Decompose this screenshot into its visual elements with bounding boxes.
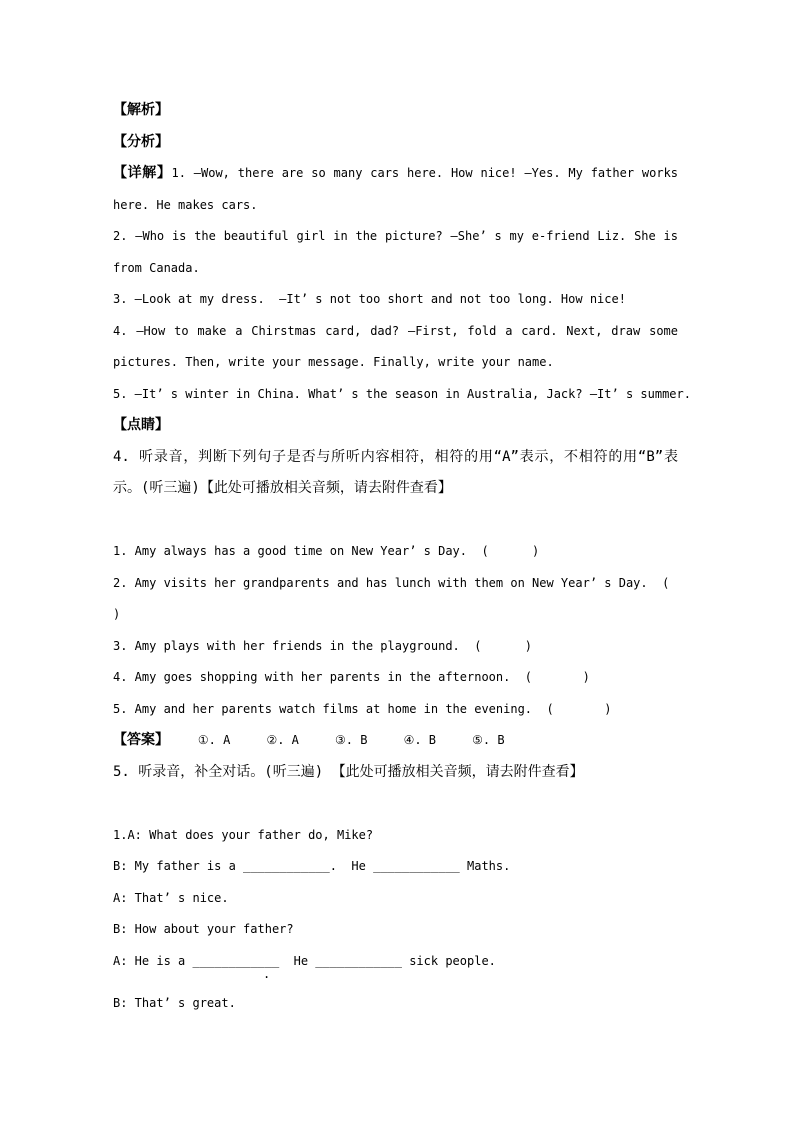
- listening4-instruction: 示。(听三遍)【此处可播放相关音频，请去附件查看】: [113, 480, 452, 496]
- explanation-line: here. He makes cars.: [113, 197, 258, 212]
- stray-period: .: [263, 967, 271, 981]
- listening4-item: 2. Amy visits her grandparents and has lunch with them on New Year’ s Day. (: [113, 575, 670, 590]
- dialogue-line: A: He is a ____________ He ____________ sick people.: [113, 953, 496, 968]
- listening4-item: 1. Amy always has a good time on New Year’ s Day. ( ): [113, 544, 540, 558]
- explanation-text: 1. —Wow, there are so many cars here. How nice! —Yes. My father works: [171, 166, 678, 180]
- section-label-jiexi: [113, 95, 678, 127]
- section-label-fenxi: [113, 127, 678, 159]
- jiexi-label: 【解析】: [113, 102, 169, 118]
- explanation-line: from Canada.: [113, 260, 200, 275]
- dialogue-line: 1.A: What does your father do, Mike?: [113, 827, 374, 842]
- listening4-item: 4. Amy goes shopping with her parents in the afternoon. ( ): [113, 670, 590, 684]
- dianjing-label: 【点睛】: [113, 417, 169, 433]
- dialogue-line: B: How about your father?: [113, 922, 294, 936]
- document-content: [113, 95, 691, 1019]
- explanation-line: pictures. Then, write your message. Finally, write your name.: [113, 355, 554, 369]
- blank-line: [113, 788, 678, 820]
- listening4-item: ): [113, 607, 121, 621]
- blank-line: [113, 505, 678, 537]
- fenxi-label: 【分析】: [113, 133, 169, 150]
- listening4-instruction: 4. 听录音，判断下列句子是否与所听内容相符，相符的用“A”表示，不相符的用“B”表: [113, 448, 678, 465]
- dialogue-line: B: My father is a ____________. He ____________ Maths.: [113, 859, 511, 873]
- listening5-heading: 5. 听录音，补全对话。(听三遍) 【此处可播放相关音频，请去附件查看】: [113, 763, 584, 780]
- listening4-item: 3. Amy plays with her friends in the playground. ( ): [113, 638, 533, 653]
- listening4-item: 5. Amy and her parents watch films at home in the evening. ( ): [113, 701, 612, 716]
- explanation-line: 2. —Who is the beautiful girl in the picture? —She’ s my e-friend Liz. She is: [113, 229, 678, 243]
- explanation-line: 5. —It’ s winter in China. What’ s the season in Australia, Jack? —It’ s summer.: [113, 386, 691, 401]
- dialogue-line: A: That’ s nice.: [113, 890, 229, 905]
- listening4-answers: [113, 725, 678, 757]
- explanation-line: 4. —How to make a Chirstmas card, dad? —First, fold a card. Next, draw some: [113, 323, 678, 338]
- dialogue-line: B: That’ s great.: [113, 995, 236, 1010]
- section-label-dianjing: [113, 410, 678, 442]
- explanation-line: 3. —Look at my dress. —It’ s not too short and not too long. How nice!: [113, 292, 626, 306]
- answers-text: ①. A ②. A ③. B ④. B ⑤. B: [169, 733, 505, 747]
- daan-label: 【答案】: [113, 732, 169, 748]
- stray-period-line: [113, 967, 678, 988]
- xiangjie-label: 【详解】: [113, 165, 172, 181]
- explanation-line: [113, 158, 678, 190]
